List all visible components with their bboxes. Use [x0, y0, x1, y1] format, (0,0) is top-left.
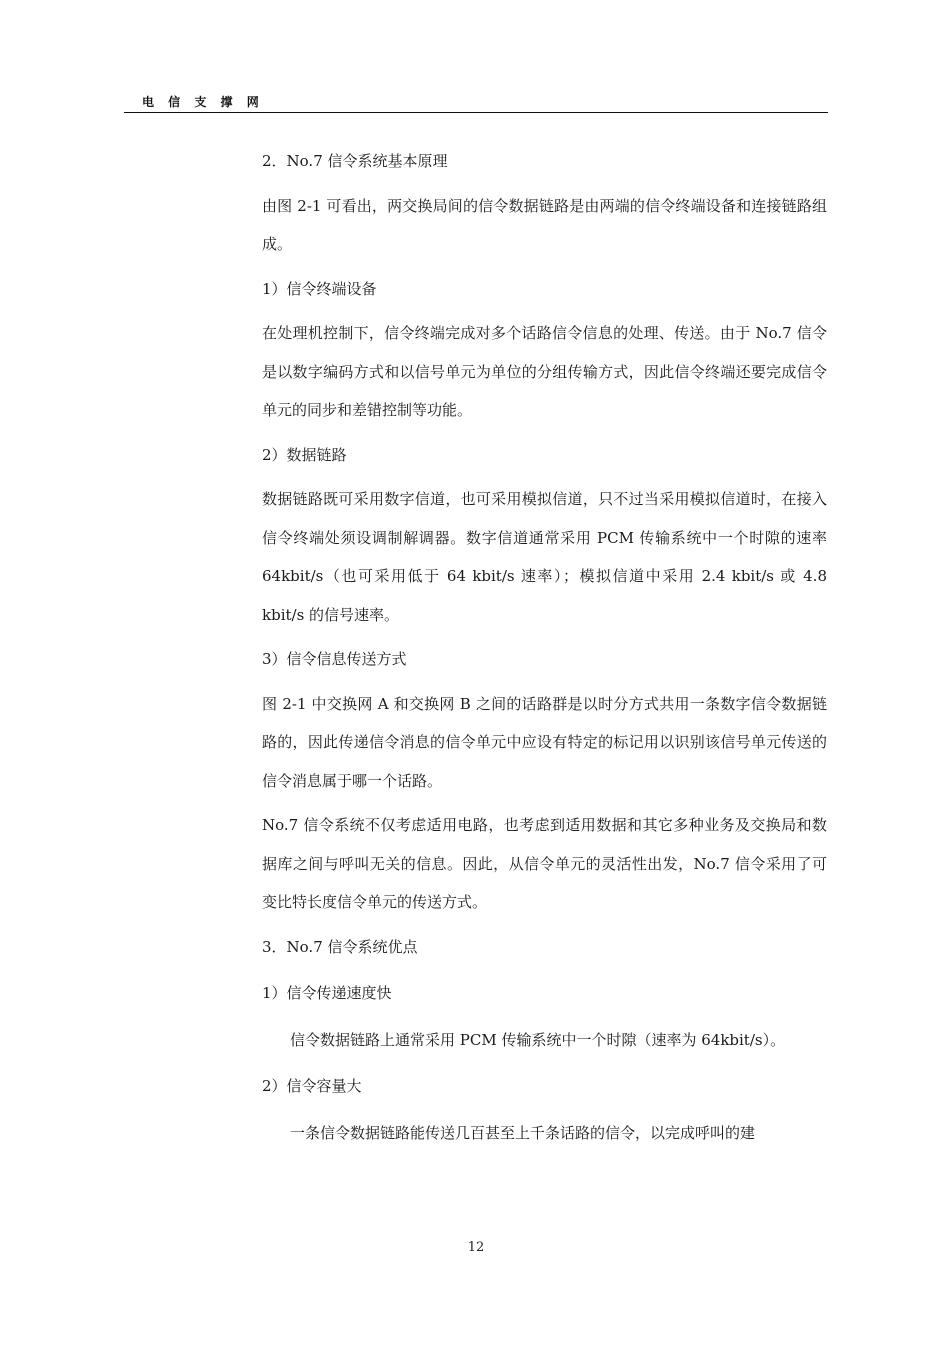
- subheading-terminal-equipment: 1）信令终端设备: [262, 279, 377, 298]
- paragraph-data-link: 数据链路既可采用数字信道，也可采用模拟信道，只不过当采用模拟信道时，在接入信令终端处须设调制解调器。数字信道通常采用 PCM 传输系统中一个时隙的速率 64kbit/s（也可采用低于 64 kbit/s 速率）；模拟信道中采用 2.4 kbit/s 或 4.8 kbit/s 的信号速率。: [262, 490, 827, 624]
- header-title: 电 信 支 撑 网: [142, 95, 264, 109]
- subheading-data-link: 2）数据链路: [262, 445, 347, 464]
- section-heading-advantages: 3．No.7 信令系统优点: [262, 937, 418, 956]
- paragraph-large-capacity: 一条信令数据链路能传送几百甚至上千条话路的信令，以完成呼叫的建: [290, 1123, 756, 1142]
- subheading-transfer-mode: 3）信令信息传送方式: [262, 650, 407, 668]
- subheading-fast-transfer: 1）信令传递速度快: [262, 984, 392, 1002]
- paragraph-link-overview: 由图 2-1 可看出，两交换局间的信令数据链路是由两端的信令终端设备和连接链路组成。: [262, 196, 827, 253]
- running-header: [124, 92, 828, 113]
- paragraph-variable-length: No.7 信令系统不仅考虑适用电路，也考虑到适用数据和其它多种业务及交换局和数据库之间与呼叫无关的信息。因此，从信令单元的灵活性出发，No.7 信令采用了可变比特长度信令单元的传送方式。: [262, 816, 827, 911]
- subheading-large-capacity: 2）信令容量大: [262, 1077, 362, 1095]
- section-heading-principle: 2．No.7 信令系统基本原理: [262, 152, 448, 170]
- paragraph-fast-transfer: 信令数据链路上通常采用 PCM 传输系统中一个时隙（速率为 64kbit/s）。: [290, 1030, 786, 1049]
- paragraph-terminal-equipment: 在处理机控制下，信令终端完成对多个话路信令信息的处理、传送。由于 No.7 信令是以数字编码方式和以信号单元为单位的分组传输方式，因此信令终端还要完成信令单元的同步和差错控制等功能。: [262, 324, 827, 419]
- page-content: [262, 142, 827, 1152]
- page-number: 12: [467, 1240, 485, 1255]
- paragraph-transfer-mode: 图 2-1 中交换网 A 和交换网 B 之间的话路群是以时分方式共用一条数字信令数据链路的，因此传递信令消息的信令单元中应设有特定的标记用以识别该信号单元传送的信令消息属于哪一个话路。: [262, 694, 827, 790]
